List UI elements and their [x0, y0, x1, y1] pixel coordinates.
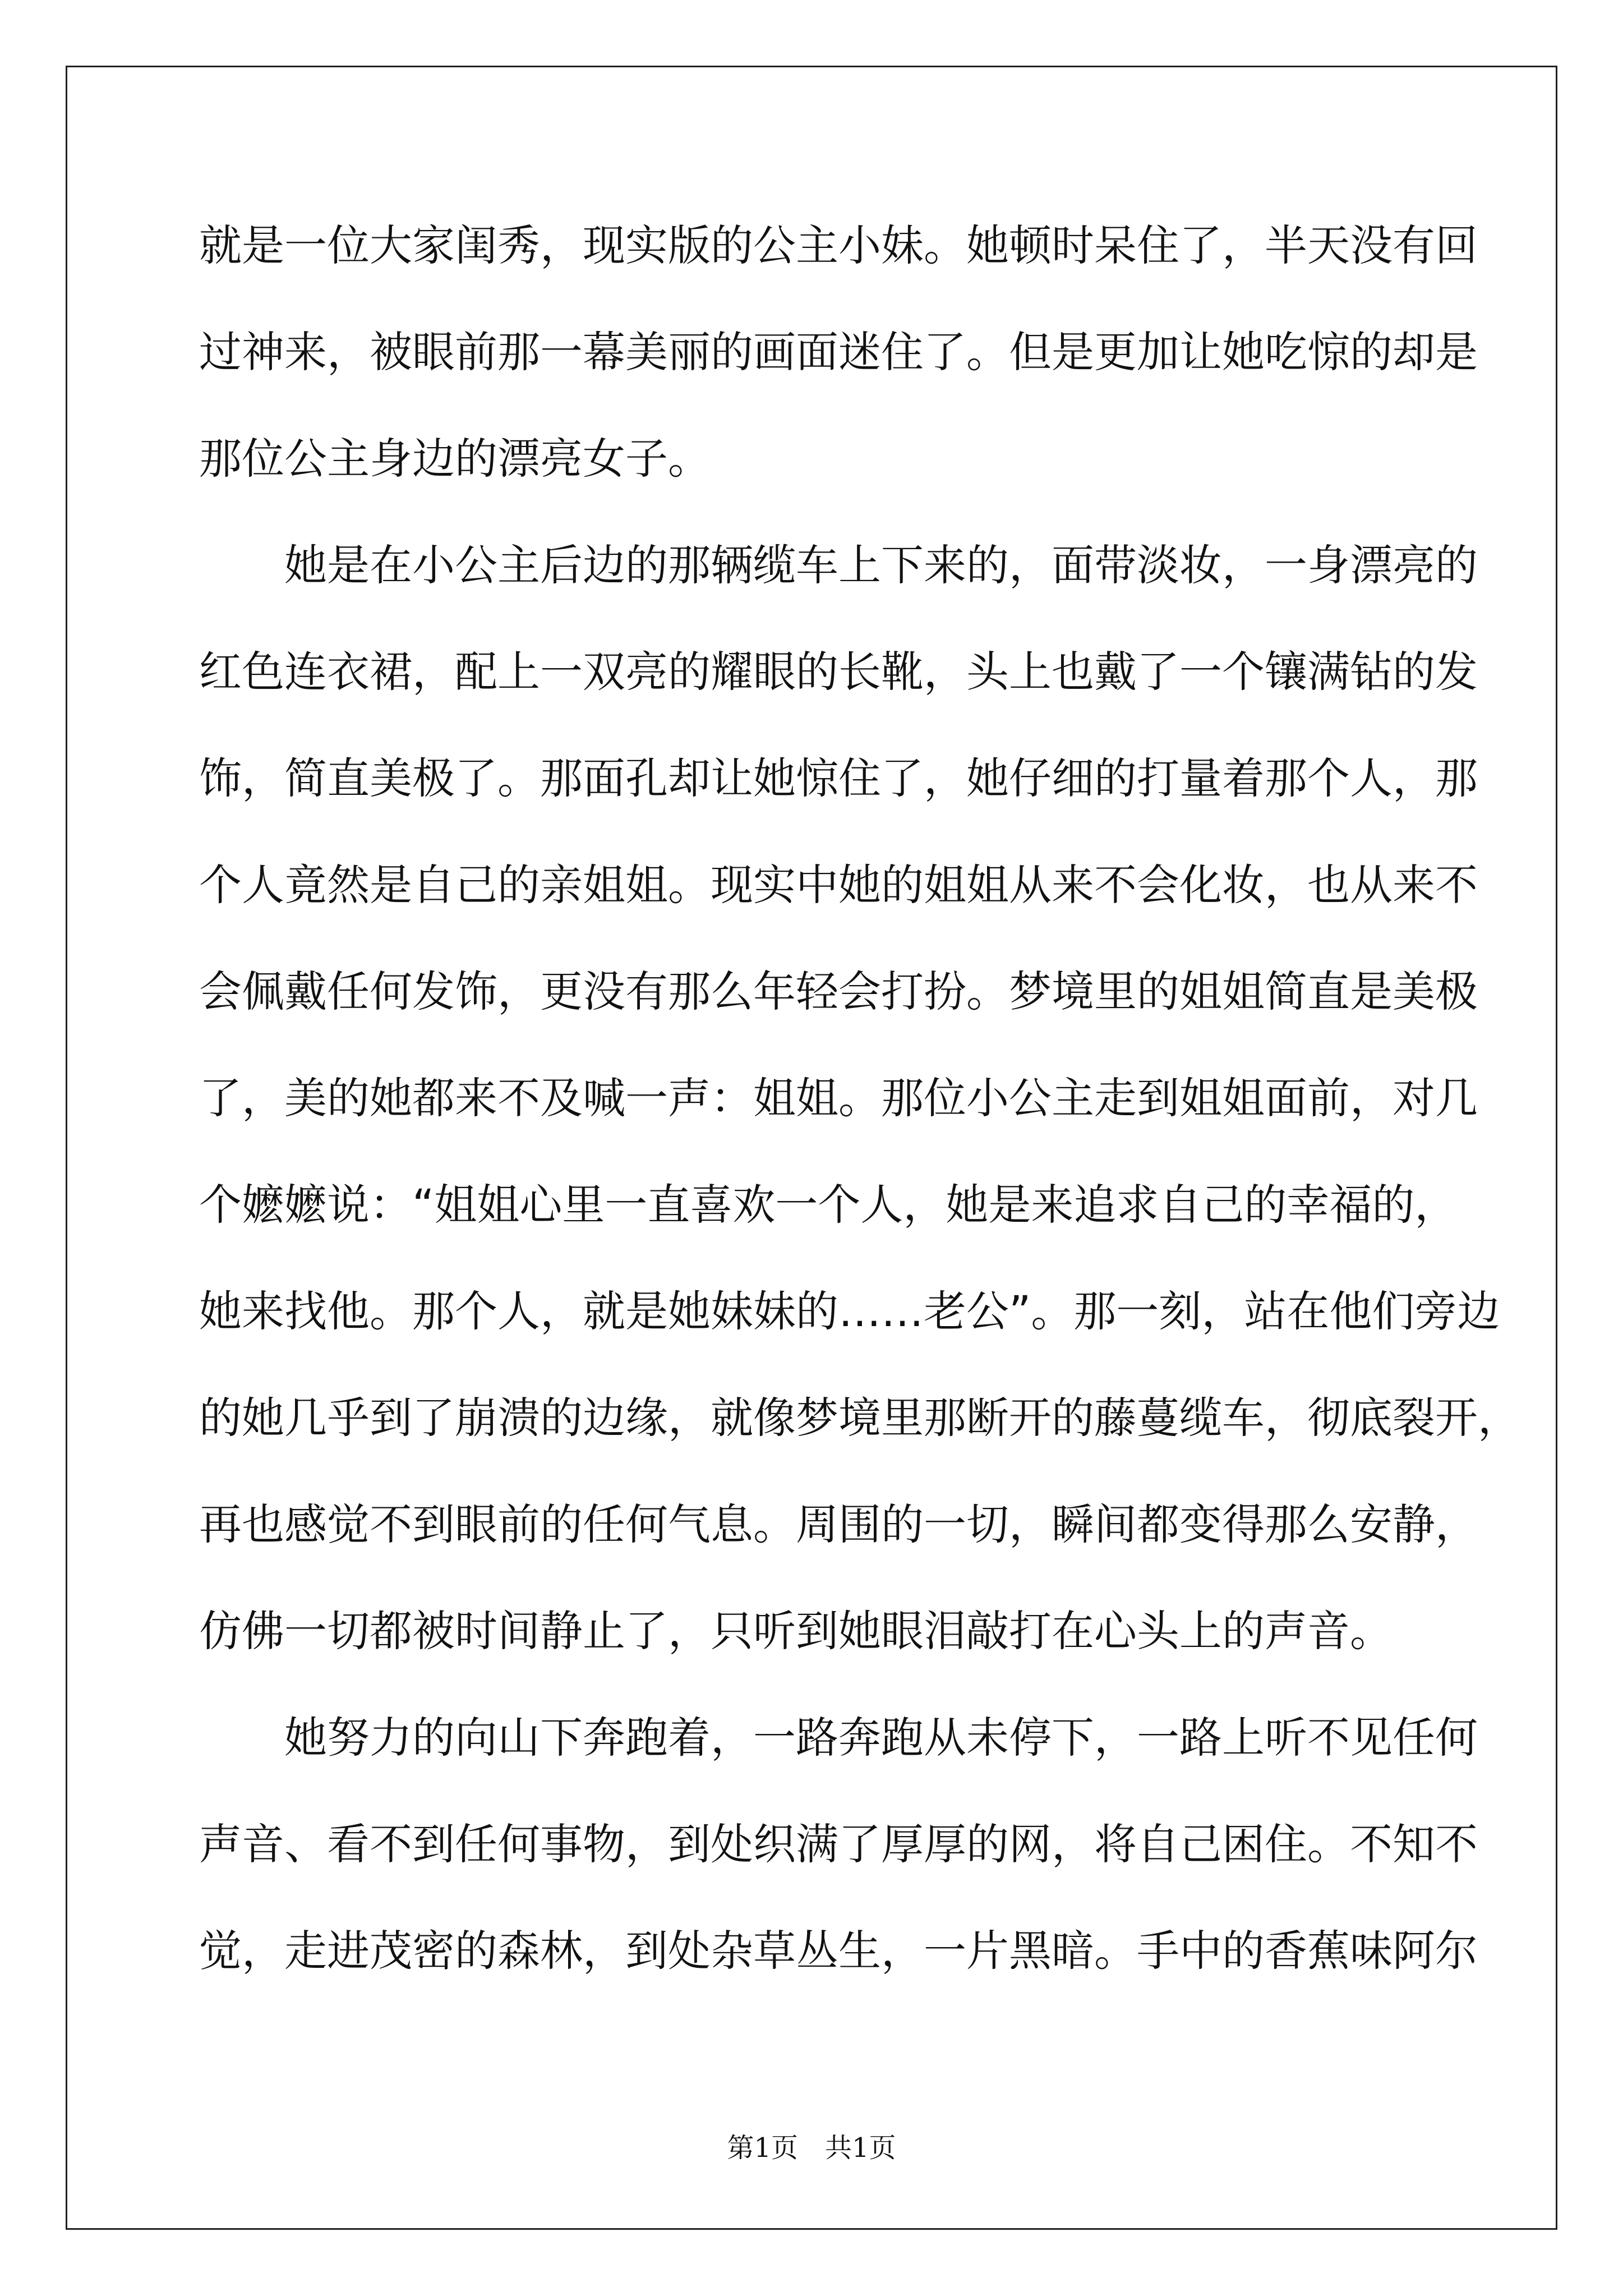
text-line: 个人竟然是自己的亲姐姐。现实中她的姐姐从来不会化妆，也从来不 — [199, 860, 1478, 910]
document-body — [199, 212, 1520, 2024]
text-line: 她是在小公主后边的那辆缆车上下来的，面带淡妆，一身漂亮的 — [199, 540, 1478, 590]
text-line: 那位公主身边的漂亮女子。 — [199, 434, 711, 484]
page-footer: 第1页 共1页 — [727, 2132, 896, 2164]
text-line: 她来找他。那个人，就是她妹妹的……老公”。那一刻，站在他们旁边 — [199, 1286, 1500, 1336]
text-line: 会佩戴任何发饰，更没有那么年轻会打扮。梦境里的姐姐简直是美极 — [199, 967, 1478, 1016]
text-line: 再也感觉不到眼前的任何气息。周围的一切，瞬间都变得那么安静， — [199, 1499, 1478, 1549]
text-line: 她努力的向山下奔跑着，一路奔跑从未停下，一路上听不见任何 — [199, 1713, 1478, 1763]
text-line: 仿佛一切都被时间静止了，只听到她眼泪敲打在心头上的声音。 — [199, 1606, 1393, 1656]
text-line: 了，美的她都来不及喊一声：姐姐。那位小公主走到姐姐面前，对几 — [199, 1073, 1478, 1123]
text-line: 过神来，被眼前那一幕美丽的画面迷住了。但是更加让她吃惊的却是 — [199, 327, 1478, 377]
text-line: 饰，简直美极了。那面孔却让她惊住了，她仔细的打量着那个人，那 — [199, 753, 1478, 803]
text-line: 个嬷嬷说：“姐姐心里一直喜欢一个人，她是来追求自己的幸福的， — [199, 1180, 1458, 1230]
text-line: 的她几乎到了崩溃的边缘，就像梦境里那断开的藤蔓缆车，彻底裂开， — [199, 1393, 1520, 1443]
text-line: 红色连衣裙，配上一双亮的耀眼的长靴，头上也戴了一个镶满钻的发 — [199, 647, 1478, 697]
text-line: 声音、看不到任何事物，到处织满了厚厚的网，将自己困住。不知不 — [199, 1819, 1478, 1869]
text-line: 就是一位大家闺秀，现实版的公主小妹。她顿时呆住了，半天没有回 — [199, 220, 1478, 270]
text-line: 觉，走进茂密的森林，到处杂草丛生，一片黑暗。手中的香蕉味阿尔 — [199, 1926, 1478, 1976]
